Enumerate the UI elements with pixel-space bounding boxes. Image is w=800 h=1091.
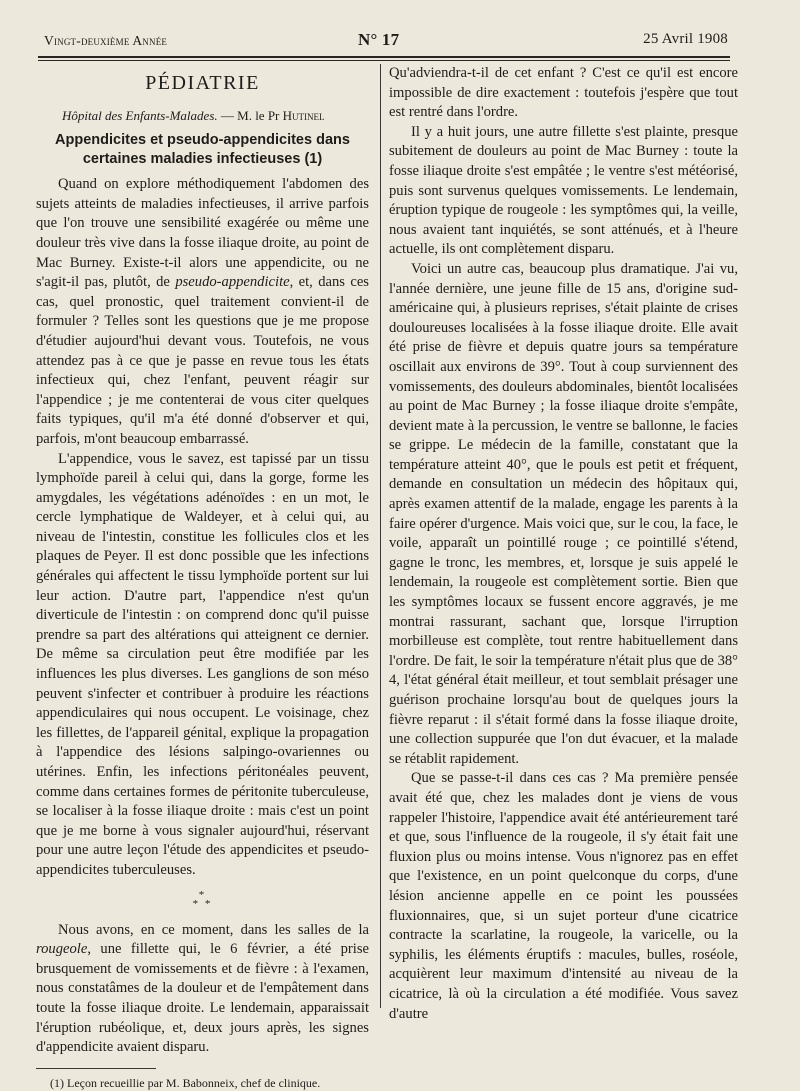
- right-column: [389, 64, 738, 1024]
- header-rule-thin: [38, 60, 730, 61]
- hospital-name: Hôpital des Enfants-Malades.: [62, 107, 218, 123]
- column-divider: [380, 64, 381, 1008]
- paragraph: Qu'adviendra-t-il de cet enfant ? C'est ce qu'il est encore impossible de dire exactement : toutefois j'espère que tout est rentré dans l'ordre.: [389, 65, 738, 121]
- article-title: Appendicites et pseudo-appendicites dans certaines maladies infectieuses (1): [55, 132, 350, 168]
- volume-label: Vingt-deuxième Année: [44, 33, 168, 48]
- page-header: [38, 28, 728, 52]
- paragraph: Voici un autre cas, beaucoup plus dramatique. J'ai vu, l'année dernière, une jeune fille de 15 ans, d'origine sud-américaine qui, à plusieurs reprises, s'était plainte de crises douloureuses localisées à la fosse iliaque droite. Elle avait été prise de fièvre et depuis quatre jours sa température oscillait aux environs de 39°. Tout à coup surviennent des vomissements, des douleurs abdominales, bientôt localisées au point de Mac Burney ; la fosse iliaque droite s'empâte, devient mate à la percussion, le ventre se ballonne, le facies se grippe. Le médecin de la famille, constatant que la température atteint 40°, que le pouls est petit et fréquent, demande en consultation un médecin des hôpitaux qui, après examen attentif de la malade, engage les parents à la faire opérer d'urgence. Mais voici que, sur le cou, la face, le voile, apparaît un pointillé rouge ; ce pointillé s'étend, gagne le tronc, les membres, et, lorsque je suis appelé le lendemain, la rougeole est complètement sortie. Bien que les symptômes locaux se fussent encore aggravés, je me montrai rassurant, sachant que, lorsque l'irruption morbilleuse est complète, tout rentre habituellement dans l'ordre. De fait, le soir la température n'était plus que de 38° 4, l'état général était meilleur, et tout semblait présager une guérison prochaine lorsqu'au bout de quelques jours la fièvre reparut : il s'était formé dans la fosse iliaque droite, une collection suppurée que l'on dut évacuer, et la malade se rétablit rapidement.: [389, 260, 738, 767]
- asterism-mark: * *: [192, 897, 213, 910]
- author-name: Hutinel: [282, 107, 325, 123]
- section-title: PÉDIATRIE: [145, 72, 260, 94]
- author-prefix: — M. le Pr: [220, 107, 280, 123]
- asterism-mark: *: [198, 888, 207, 901]
- paragraph: L'appendice, vous le savez, est tapissé par un tissu lymphoïde pareil à celui qui, dans la gorge, forme les amygdales, les végétations adénoïdes : en un mot, le cercle lymphatique de Waldeyer, et à celui qui, au niveau de l'intestin, constitue les follicules clos et les plaques de Peyer. Il est donc possible que les infections générales qui affectent le tissu lymphoïde portent sur lui leur action. D'autre part, l'appendice n'est qu'un diverticule de l'intestin : on comprend donc qu'il puisse prendre sa part des altérations qui atteignent ce dernier. De même sa circulation peut être modifiée par les influences les plus diverses. Les ganglions de son méso peuvent s'infecter et contribuer à produire les réactions appendiculaires qui nous occupent. Le voisinage, chez les fillettes, de l'appareil génital, explique la propagation à l'appendice des lésions salpingo-ovariennes ou utérines. Enfin, les infections péritonéales peuvent, comme dans certaines formes de péritonite tuberculeuse, se localiser à la fosse iliaque droite : mais c'est un point que je me borne à vous signaler aujourd'hui, réservant pour une autre leçon l'étude des appendicites et pseudo-appendicites tuberculeuses.: [36, 450, 369, 878]
- footnote-rule: [36, 1068, 156, 1069]
- asterism: [36, 888, 369, 910]
- issue-date: 25 Avril 1908: [643, 31, 728, 47]
- footnote: (1) Leçon recueillie par M. Babonneix, chef de clinique.: [50, 1075, 321, 1090]
- italic-term: rougeole: [36, 941, 88, 958]
- issue-number: N° 17: [358, 30, 400, 49]
- paragraph: Il y a huit jours, une autre fillette s'est plainte, presque subitement de douleurs au point de Mac Burney : toute la fosse iliaque droite s'est empâtée ; le ventre s'est météorisé, puis sont survenus quelques vomissements. Le lendemain, éruption typique de rougeole : les symptômes qui, la veille, nous avaient tant inquiétés, se sont atténués, et à l'heure actuelle, ils ont complètement disparu.: [389, 123, 738, 258]
- byline: [36, 106, 369, 126]
- italic-term: pseudo-appendicite: [175, 274, 290, 291]
- left-column: [36, 64, 369, 1091]
- header-rule: [38, 56, 730, 58]
- paragraph: Que se passe-t-il dans ces cas ? Ma première pensée avait été que, chez les malades dont je viens de vous rappeler l'histoire, l'appendice avait été antérieurement taré et que, sous l'influence de la rougeole, il s'y était fait une fluxion plus ou moins intense. Vous n'ignorez pas en effet que l'existence, en un point quelconque du corps, d'une lésion ancienne appelle en ce point les poussées fluxionnaires, que, si un sujet porteur d'une cicatrice contracte la scarlatine, la rougeole, la varicelle, ou la syphilis, les éléments éruptifs : macules, bulles, roséole, acquièrent leur maximum d'intensité au niveau de la cicatrice, là où la circulation a été modifiée. Vous savez d'autre: [389, 770, 738, 1022]
- paragraph: Nous avons, en ce moment, dans les salles de la rougeole, une fillette qui, le 6 février, a été prise brusquement de vomissements et de fièvre : à l'examen, nous constatâmes de la douleur et de l'empâtement dans toute la fosse iliaque droite. Le lendemain, apparaissait l'éruption rubéolique, et, deux jours après, les signes d'appendicite avaient disparu.: [36, 921, 369, 1056]
- paragraph: Quand on explore méthodiquement l'abdomen des sujets atteints de maladies infectieuses, il arrive parfois que l'on trouve une sensibilité exagérée ou même une douleur très vive dans la fosse iliaque droite, au point de Mac Burney. Existe-t-il alors une appendicite, ou ne s'agit-il pas, plutôt, de pseudo-appendicite, et, dans ces cas, quel pronostic, quel traitement convient-il de formuler ? Telles sont les questions que je me propose d'étudier aujourd'hui devant vous. Toutefois, ne vous attendez pas à ce que je passe en revue tous les états infectieux qui, chez l'enfant, peuvent réagir sur l'appendice ; je me contenterai de vous citer quelques faits typiques, qu'il m'a été donné d'observer et qui, parfois, m'ont beaucoup embarrassé.: [36, 176, 369, 447]
